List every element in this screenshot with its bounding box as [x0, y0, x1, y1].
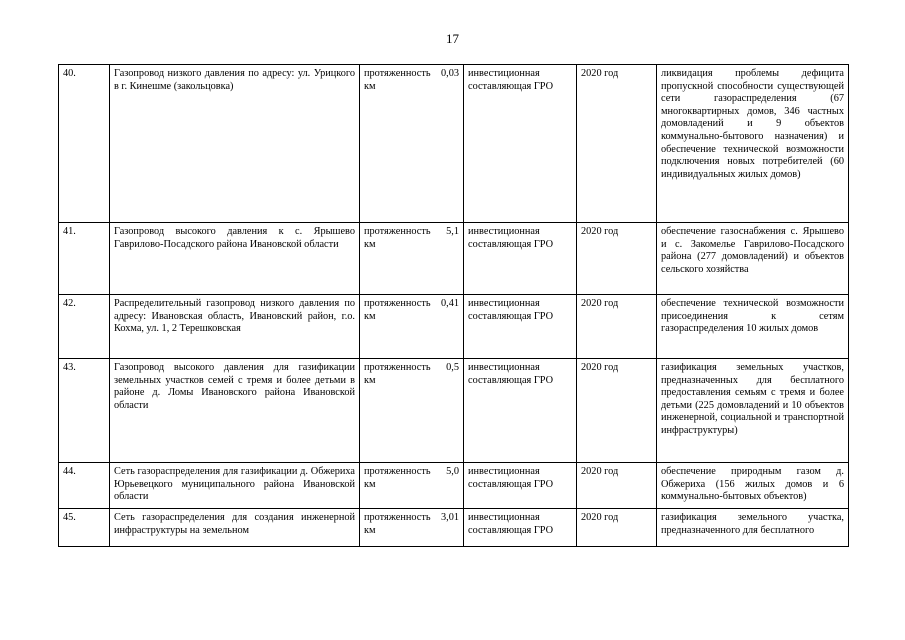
pipeline-length: протяженность 5,1 км: [360, 223, 464, 295]
row-number: 44.: [59, 463, 110, 509]
table-row: [59, 463, 849, 509]
page-number: 17: [446, 31, 459, 46]
row-number: 40.: [59, 65, 110, 223]
funding-source: инвестиционная составляющая ГРО: [464, 463, 577, 509]
gas-pipeline-table: [58, 64, 849, 547]
purpose: обеспечение газоснабжения с. Ярышево и с. Закомелье Гаврилово-Посадского района (277 домовладений) и объектов сельского хозяйства: [657, 223, 849, 295]
implementation-year: 2020 год: [577, 223, 657, 295]
row-number: 41.: [59, 223, 110, 295]
purpose: ликвидация проблемы дефицита пропускной способности существующей сети газораспределения (67 многоквартирных домов, 346 частных домовладений и 9 объектов коммунально-бытового назначения) и обеспечение технической возможности подключения новых потребителей (60 индивидуальных жилых домов): [657, 65, 849, 223]
pipeline-length: протяженность 0,41 км: [360, 295, 464, 359]
implementation-year: 2020 год: [577, 463, 657, 509]
object-name: Распределительный газопровод низкого давления по адресу: Ивановская область, Ивановский район, г.о. Кохма, ул. 1, 2 Терешковская: [110, 295, 360, 359]
row-number: 42.: [59, 295, 110, 359]
funding-source: инвестиционная составляющая ГРО: [464, 509, 577, 547]
object-name: Газопровод низкого давления по адресу: ул. Урицкого в г. Кинешме (закольцовка): [110, 65, 360, 223]
table-row: [59, 509, 849, 547]
table-row: [59, 65, 849, 223]
funding-source: инвестиционная составляющая ГРО: [464, 65, 577, 223]
funding-source: инвестиционная составляющая ГРО: [464, 223, 577, 295]
pipeline-length: протяженность 0,03 км: [360, 65, 464, 223]
table-row: [59, 223, 849, 295]
table-row: [59, 295, 849, 359]
pipeline-length: протяженность 5,0 км: [360, 463, 464, 509]
purpose: газификация земельного участка, предназначенного для бесплатного: [657, 509, 849, 547]
object-name: Сеть газораспределения для создания инженерной инфраструктуры на земельном: [110, 509, 360, 547]
table-row: [59, 359, 849, 463]
pipeline-length: протяженность 0,5 км: [360, 359, 464, 463]
object-name: Сеть газораспределения для газификации д. Обжериха Юрьевецкого муниципального района Ивановской области: [110, 463, 360, 509]
purpose: газификация земельных участков, предназначенных для бесплатного предоставления семьям с тремя и более детьми (225 домовладений и 10 объектов инженерной, социальной и транспортной инфраструктуры): [657, 359, 849, 463]
funding-source: инвестиционная составляющая ГРО: [464, 295, 577, 359]
row-number: 43.: [59, 359, 110, 463]
object-name: Газопровод высокого давления для газификации земельных участков семей с тремя и более детьми в районе д. Ломы Ивановского района Ивановской области: [110, 359, 360, 463]
pipeline-length: протяженность 3,01 км: [360, 509, 464, 547]
implementation-year: 2020 год: [577, 359, 657, 463]
row-number: 45.: [59, 509, 110, 547]
implementation-year: 2020 год: [577, 509, 657, 547]
purpose: обеспечение природным газом д. Обжериха (156 жилых домов и 6 коммунально-бытовых объектов): [657, 463, 849, 509]
purpose: обеспечение технической возможности присоединения к сетям газораспределения 10 жилых домов: [657, 295, 849, 359]
implementation-year: 2020 год: [577, 295, 657, 359]
funding-source: инвестиционная составляющая ГРО: [464, 359, 577, 463]
implementation-year: 2020 год: [577, 65, 657, 223]
object-name: Газопровод высокого давления к с. Ярышево Гаврилово-Посадского района Ивановской области: [110, 223, 360, 295]
